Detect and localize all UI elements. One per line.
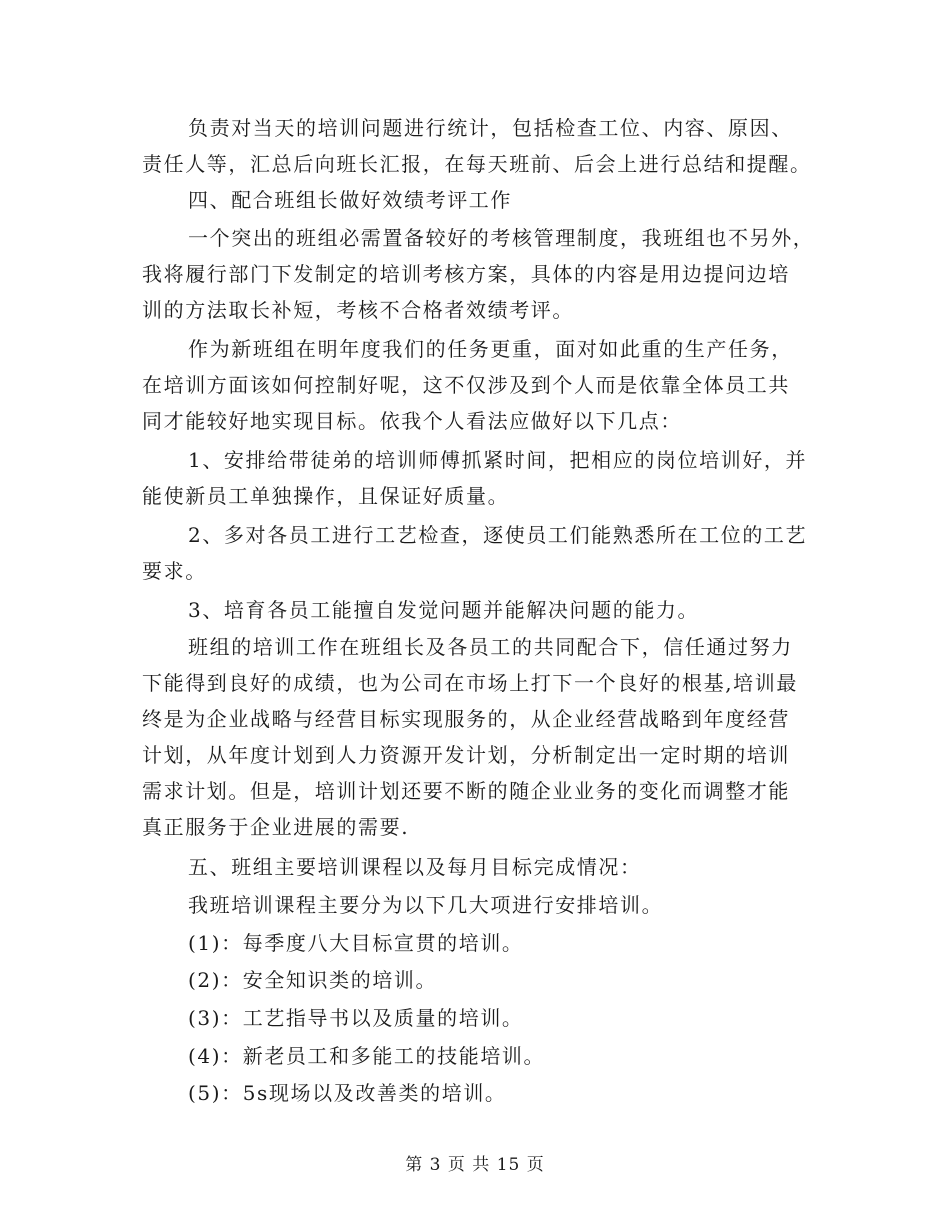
list-item-line: 2、多对各员工进行工艺检查，逐使员工们能熟悉所在工位的工艺 — [188, 523, 808, 547]
paragraph-line: 需求计划。但是，培训计划还要不断的随企业业务的变化而调整才能 — [142, 779, 790, 803]
paragraph-line: 真正服务于企业进展的需要. — [142, 815, 410, 839]
section-heading: 五、班组主要培训课程以及每月目标完成情况： — [188, 855, 642, 879]
list-item-line: (1)：每季度八大目标宣贯的培训。 — [188, 931, 524, 955]
paragraph-line: 我将履行部门下发制定的培训考核方案，具体的内容是用边提问边培 — [142, 262, 790, 286]
paragraph-line: 训的方法取长补短，考核不合格者效绩考评。 — [142, 298, 574, 322]
page-number-footer: 第 3 页 共 15 页 — [405, 1155, 545, 1175]
paragraph-line: 下能得到良好的成绩，也为公司在市场上打下一个良好的根基,培训最 — [142, 671, 798, 695]
paragraph-line: 责任人等，汇总后向班长汇报，在每天班前、后会上进行总结和提醒。 — [142, 152, 812, 176]
paragraph-line: 负责对当天的培训问题进行统计，包括检查工位、内容、原因、 — [188, 116, 793, 140]
list-item-line: (4)：新老员工和多能工的技能培训。 — [188, 1044, 546, 1068]
list-item-line: 能使新员工单独操作，且保证好质量。 — [142, 484, 510, 508]
paragraph-line: 在培训方面该如何控制好呢，这不仅涉及到个人而是依靠全体员工共 — [142, 373, 790, 397]
list-item-line: 3、培育各员工能擅自发觉问题并能解决问题的能力。 — [188, 598, 700, 622]
paragraph-line: 终是为企业战略与经营目标实现服务的，从企业经营战略到年度经营 — [142, 707, 790, 731]
list-item-line: 要求。 — [142, 559, 207, 583]
paragraph-line: 作为新班组在明年度我们的任务更重，面对如此重的生产任务， — [188, 337, 793, 361]
list-item-line: 1、安排给带徒弟的培训师傅抓紧时间，把相应的岗位培训好，并 — [188, 448, 808, 472]
paragraph-line: 计划，从年度计划到人力资源开发计划，分析制定出一定时期的培训 — [142, 743, 790, 767]
paragraph-line: 班组的培训工作在班组长及各员工的共同配合下，信任通过努力 — [188, 635, 793, 659]
list-item-line: (5)：5s现场以及改善类的培训。 — [188, 1081, 507, 1105]
paragraph-line: 同才能较好地实现目标。依我个人看法应做好以下几点： — [142, 409, 682, 433]
paragraph-line: 我班培训课程主要分为以下几大项进行安排培训。 — [188, 893, 664, 917]
section-heading: 四、配合班组长做好效绩考评工作 — [188, 188, 512, 212]
list-item-line: (3)：工艺指导书以及质量的培训。 — [188, 1006, 524, 1030]
paragraph-line: 一个突出的班组必需置备较好的考核管理制度，我班组也不另外， — [188, 226, 815, 250]
list-item-line: (2)：安全知识类的培训。 — [188, 968, 438, 992]
